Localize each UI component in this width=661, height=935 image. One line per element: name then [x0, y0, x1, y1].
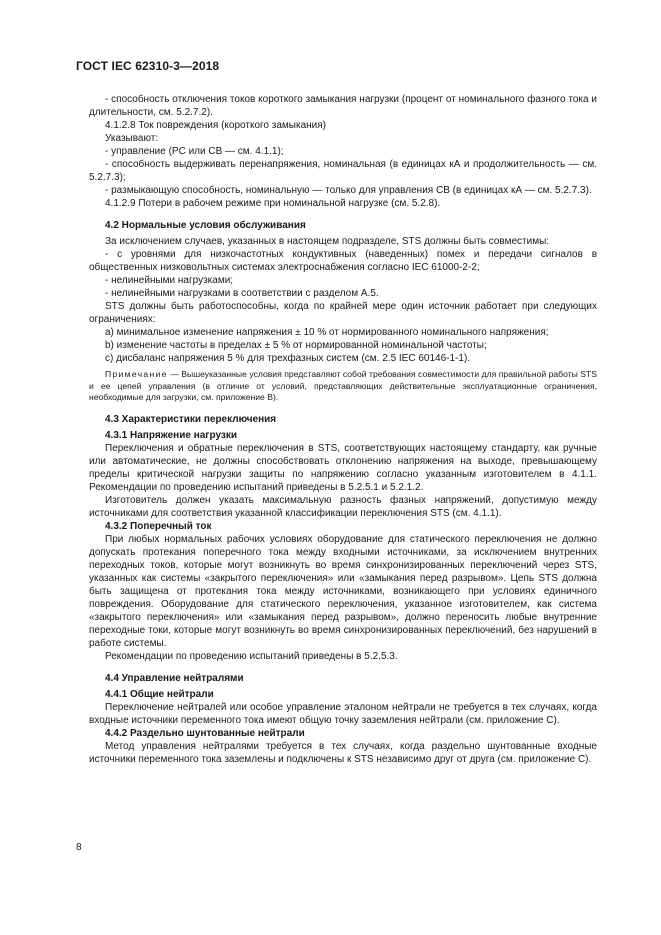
section-heading: 4.3 Характеристики переключения [105, 413, 277, 425]
paragraph: - размыкающую способность, номинальную — только для управления СВ (в единицах кА — см. 5.2.7.3). [105, 185, 592, 196]
subsection-heading: 4.4.2 Раздельно шунтованные нейтрали [105, 727, 305, 739]
section-heading: 4.2 Нормальные условия обслуживания [105, 220, 306, 231]
note-text: — Вышеуказанные условия представляют собой требования совместимости для правильной работы STS и ее цепей управления (в отличие от условий, представляющих действительные эксплуатационные ограничения, необходимые для загрузки, см. приложение В). [89, 369, 597, 402]
document-body [89, 93, 597, 766]
paragraph: Переключение нейтралей или особое управление эталоном нейтрали не требуется в тех случаях, когда входные источники переменного тока имеют общую точку заземления нейтрали (см. приложение С). [89, 701, 597, 726]
paragraph: - нелинейными нагрузками; [105, 275, 234, 286]
paragraph: STS должны быть работоспособны, когда по крайней мере один источник работает при следующих ограничениях: [89, 301, 597, 325]
paragraph: Изготовитель должен указать максимальную разность фазных напряжений, допустимую между источниками для соответствия указанной классификации переключения STS (см. 4.1.1). [89, 494, 597, 519]
paragraph: - с уровнями для низкочастотных кондуктивных (наведенных) помех и передачи сигналов в общественных низковольтных системах электроснабжения согласно IEC 61000-2-2; [89, 249, 597, 273]
paragraph: - способность отключения токов короткого замыкания нагрузки (процент от номинального фазного тока и длительности, см. 5.2.7.2). [89, 94, 597, 118]
subsection-heading: 4.3.2 Поперечный ток [105, 520, 212, 532]
page-number: 8 [76, 842, 82, 853]
paragraph: Указывают: [105, 133, 159, 144]
paragraph: с) дисбаланс напряжения 5 % для трехфазных систем (см. 2.5 IEC 60146-1-1). [105, 353, 471, 364]
subsection-heading: 4.4.1 Общие нейтрали [105, 688, 214, 700]
paragraph: а) минимальное изменение напряжения ± 10 % от нормированного номинального напряжения; [105, 327, 549, 338]
paragraph: За исключением случаев, указанных в настоящем подразделе, STS должны быть совместимы: [105, 236, 550, 247]
paragraph: Рекомендации по проведению испытаний приведены в 5.2.5.3. [105, 650, 398, 662]
paragraph: - способность выдерживать перенапряжения, номинальная (в единицах кА и продолжительность — см. 5.2.7.3); [89, 159, 597, 183]
section-heading: 4.4 Управление нейтралями [105, 672, 244, 684]
paragraph: - управление (PC или CB — см. 4.1.1); [105, 146, 284, 157]
note-label: Примечание [105, 369, 168, 379]
paragraph: 4.1.2.8 Ток повреждения (короткого замыкания) [105, 120, 326, 131]
paragraph: При любых нормальных рабочих условиях оборудование для статического переключения не должно допускать протекания поперечного тока между входными источниками, за исключением внутренних переходных токов, которые могут возникнуть во время синхронизированных переключений через STS, указанных как системы «закрытого переключения» или «замыкания перед разрывом». Цепь STS должна быть защищена от протекания тока между источниками, возникающего при условиях единичного повреждения. Оборудование для статического переключения, указанное изготовителем, как система «закрытого переключения» или «замыкания перед разрывом», должно переносить любые внутренние переходные токи, которые могут возникнуть во время синхронизированных переключений, без нарушений в работе системы. [89, 533, 597, 649]
paragraph: - нелинейными нагрузками в соответствии с разделом А.5. [105, 288, 379, 299]
paragraph: Переключения и обратные переключения в STS, соответствующих настоящему стандарту, как ручные или автоматические, не должны способствовать отклонению напряжения на выходе, превышающему пределы критической нагрузки защиты по напряжению согласно указанным изготовителем в 4.1.1. Рекомендации по проведению испытаний приведены в 5.2.5.1 и 5.2.1.2. [89, 442, 597, 493]
paragraph: Метод управления нейтралями требуется в тех случаях, когда раздельно шунтованные входные источники переменного тока заземлены и подключены к STS независимо друг от друга (см. приложение С). [89, 740, 597, 765]
paragraph: b) изменение частоты в пределах ± 5 % от нормированной номинальной частоты; [105, 340, 487, 351]
document-header: ГОСТ IEC 62310-3—2018 [76, 59, 220, 73]
subsection-heading: 4.3.1 Напряжение нагрузки [105, 429, 237, 441]
paragraph: 4.1.2.9 Потери в рабочем режиме при номинальной нагрузке (см. 5.2.8). [105, 198, 441, 209]
note [89, 369, 597, 404]
